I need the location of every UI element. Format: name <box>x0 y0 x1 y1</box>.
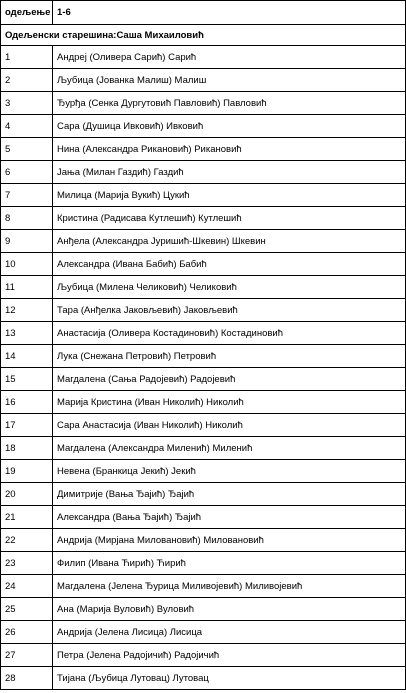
student-row <box>1 391 406 414</box>
student-row <box>1 46 406 69</box>
student-name-cell: Анђела (Александра Јуришић-Шкевин) Шкевин <box>53 230 406 253</box>
student-number-cell: 14 <box>1 345 53 368</box>
student-row <box>1 575 406 598</box>
student-row <box>1 276 406 299</box>
student-name-cell: Ђурђа (Сенка Дургутовић Павловић) Павловић <box>53 92 406 115</box>
student-name-cell: Филип (Ивана Ћирић) Ћирић <box>53 552 406 575</box>
student-name-cell: Петра (Јелена Радојичић) Радојичић <box>53 644 406 667</box>
student-row <box>1 322 406 345</box>
student-name-cell: Сара Анастасија (Иван Николић) Николић <box>53 414 406 437</box>
teacher-row <box>1 25 406 46</box>
student-row <box>1 667 406 690</box>
student-row <box>1 437 406 460</box>
student-name-cell: Љубица (Јованка Малиш) Малиш <box>53 69 406 92</box>
student-number-cell: 22 <box>1 529 53 552</box>
student-row <box>1 621 406 644</box>
student-number-cell: 5 <box>1 138 53 161</box>
student-name-cell: Андрија (Мирјана Миловановић) Миловановић <box>53 529 406 552</box>
student-number-cell: 8 <box>1 207 53 230</box>
student-name-cell: Магдалена (Јелена Ђурица Миливојевић) Миливојевић <box>53 575 406 598</box>
student-name-cell: Кристина (Радисава Кутлешић) Кутлешић <box>53 207 406 230</box>
teacher-cell: Одељенски старешина:Саша Михаиловић <box>1 25 406 46</box>
student-number-cell: 4 <box>1 115 53 138</box>
student-number-cell: 26 <box>1 621 53 644</box>
student-number-cell: 11 <box>1 276 53 299</box>
student-name-cell: Сара (Душица Ивковић) Ивковић <box>53 115 406 138</box>
student-row <box>1 644 406 667</box>
student-row <box>1 230 406 253</box>
student-name-cell: Андреј (Оливера Сарић) Сарић <box>53 46 406 69</box>
student-name-cell: Александра (Вања Ђајић) Ђајић <box>53 506 406 529</box>
class-value-cell: 1-6 <box>53 1 406 25</box>
student-name-cell: Лука (Снежана Петровић) Петровић <box>53 345 406 368</box>
roster-body <box>1 1 406 690</box>
student-row <box>1 483 406 506</box>
student-row <box>1 138 406 161</box>
student-row <box>1 506 406 529</box>
student-number-cell: 18 <box>1 437 53 460</box>
student-number-cell: 1 <box>1 46 53 69</box>
student-number-cell: 16 <box>1 391 53 414</box>
student-name-cell: Тара (Анђелка Јаковљевић) Јаковљевић <box>53 299 406 322</box>
student-number-cell: 24 <box>1 575 53 598</box>
student-row <box>1 552 406 575</box>
student-row <box>1 184 406 207</box>
student-name-cell: Невена (Бранкица Јекић) Јекић <box>53 460 406 483</box>
student-name-cell: Милица (Марија Вукић) Цукић <box>53 184 406 207</box>
student-row <box>1 414 406 437</box>
student-name-cell: Тијана (Љубица Лутовац) Лутовац <box>53 667 406 690</box>
student-number-cell: 17 <box>1 414 53 437</box>
student-row <box>1 368 406 391</box>
student-number-cell: 27 <box>1 644 53 667</box>
student-row <box>1 115 406 138</box>
student-name-cell: Нина (Александра Рикановић) Рикановић <box>53 138 406 161</box>
student-number-cell: 19 <box>1 460 53 483</box>
student-row <box>1 69 406 92</box>
student-number-cell: 3 <box>1 92 53 115</box>
class-label-cell: одељење <box>1 1 53 25</box>
student-name-cell: Љубица (Милена Челиковић) Челиковић <box>53 276 406 299</box>
student-number-cell: 23 <box>1 552 53 575</box>
student-row <box>1 207 406 230</box>
student-number-cell: 13 <box>1 322 53 345</box>
student-number-cell: 20 <box>1 483 53 506</box>
student-name-cell: Магдалена (Сања Радојевић) Радојевић <box>53 368 406 391</box>
student-name-cell: Александра (Ивана Бабић) Бабић <box>53 253 406 276</box>
student-row <box>1 460 406 483</box>
student-row <box>1 345 406 368</box>
student-row <box>1 299 406 322</box>
student-name-cell: Димитрије (Вања Ђајић) Ђајић <box>53 483 406 506</box>
student-number-cell: 15 <box>1 368 53 391</box>
student-name-cell: Ана (Марија Вуловић) Вуловић <box>53 598 406 621</box>
student-number-cell: 21 <box>1 506 53 529</box>
student-name-cell: Анастасија (Оливера Костадиновић) Костадиновић <box>53 322 406 345</box>
student-number-cell: 7 <box>1 184 53 207</box>
student-name-cell: Андрија (Јелена Лисица) Лисица <box>53 621 406 644</box>
student-name-cell: Марија Кристина (Иван Николић) Николић <box>53 391 406 414</box>
student-row <box>1 529 406 552</box>
student-name-cell: Магдалена (Александра Миленић) Миленић <box>53 437 406 460</box>
student-number-cell: 9 <box>1 230 53 253</box>
student-row <box>1 92 406 115</box>
student-row <box>1 253 406 276</box>
student-name-cell: Јања (Милан Газдић) Газдић <box>53 161 406 184</box>
student-number-cell: 25 <box>1 598 53 621</box>
student-row <box>1 161 406 184</box>
student-number-cell: 10 <box>1 253 53 276</box>
student-row <box>1 598 406 621</box>
class-header-row <box>1 1 406 25</box>
student-number-cell: 28 <box>1 667 53 690</box>
student-number-cell: 12 <box>1 299 53 322</box>
student-number-cell: 2 <box>1 69 53 92</box>
student-number-cell: 6 <box>1 161 53 184</box>
